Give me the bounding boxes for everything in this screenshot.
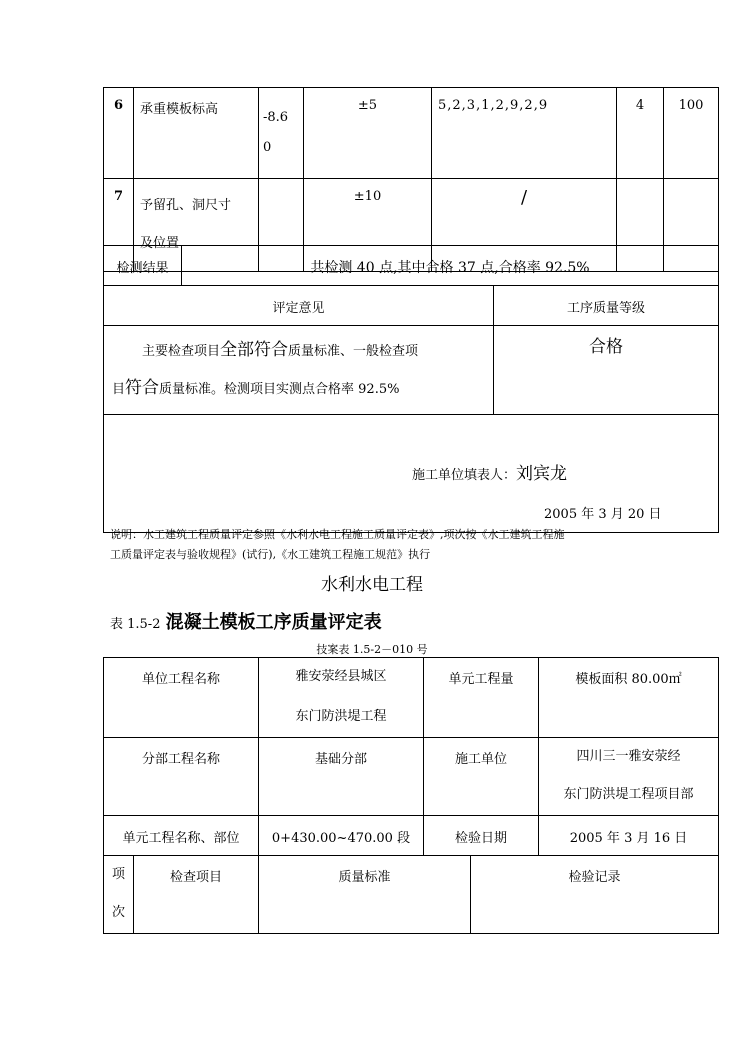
element-quantity-label: 单元工程量 [424,658,539,738]
table-row [104,286,719,326]
element-name-label: 单元工程名称、部位 [104,816,259,856]
contractor-value: 四川三一雅安荥经 东门防洪堤工程项目部 [539,738,719,816]
result-label: 检测结果 [104,246,182,286]
grade-header: 工序质量等级 [494,286,719,326]
table-row [104,246,719,286]
check-item: 予留孔、洞尺寸 及位置 [134,179,259,272]
contractor-label: 施工单位 [424,738,539,816]
col-header-record: 检验记录 [471,856,719,934]
qualified-points: 4 [617,88,664,179]
unit-project-value: 雅安荥经县城区 东门防洪堤工程 [259,658,424,738]
table-row [104,88,719,179]
design-value: -8.6 0 [259,88,304,179]
element-name-value: 0+430.00~470.00 段 [259,816,424,856]
header-table [103,855,719,934]
table-row [104,856,719,934]
section-title: 水利水电工程 [321,575,423,595]
table-row [104,816,719,856]
measurements: / [432,179,617,272]
inspect-date-value: 2005 年 3 月 16 日 [539,816,719,856]
info-table [103,657,719,856]
inspect-date-label: 检验日期 [424,816,539,856]
note-line-1: 说明：水工建筑工程质量评定参照《水利水电工程施工质量评定表》,项次按《水工建筑工程施 [110,528,565,541]
col-header-no: 项 次 [104,856,134,934]
signature-cell [104,415,719,533]
check-item: 承重模板标高 [134,88,259,179]
opinion-text: 主要检查项目全部符合质量标准、一般检查项 目符合质量标准。检测项目实测点合格率 92.5% [104,326,494,415]
unit-project-label: 单位工程名称 [104,658,259,738]
table-row [104,326,719,415]
grade-value: 合格 [494,326,719,415]
table-row [104,658,719,738]
signature-date: 2005 年 3 月 20 日 [544,507,662,522]
pass-rate: 100 [664,88,719,179]
col-header-item: 检查项目 [134,856,259,934]
result-table [103,245,719,286]
opinion-header: 评定意见 [104,286,494,326]
col-header-standard: 质量标准 [259,856,471,934]
sub-project-value: 基础分部 [259,738,424,816]
table-row [104,415,719,533]
case-number: 技案表 1.5-2－010 号 [316,643,428,656]
row-number: 7 [104,179,134,272]
opinion-table [103,285,719,533]
tolerance: ±5 [304,88,432,179]
row-number: 6 [104,88,134,179]
tolerance: ±10 [304,179,432,272]
result-text: 共检测 40 点,其中合格 37 点,合格率 92.5% [182,246,719,286]
signer: 施工单位填表人：刘宾龙 [412,464,568,484]
note-line-2: 工质量评定表与验收规程》(试行),《水工建筑工程施工规范》执行 [110,548,431,561]
element-quantity-value: 模板面积 80.00㎡ [539,658,719,738]
table-title: 表 1.5-2 混凝土模板工序质量评定表 [110,612,382,633]
sub-project-label: 分部工程名称 [104,738,259,816]
measurements: 5,2,3,1,2,9,2,9 [432,88,617,179]
table-row [104,738,719,816]
